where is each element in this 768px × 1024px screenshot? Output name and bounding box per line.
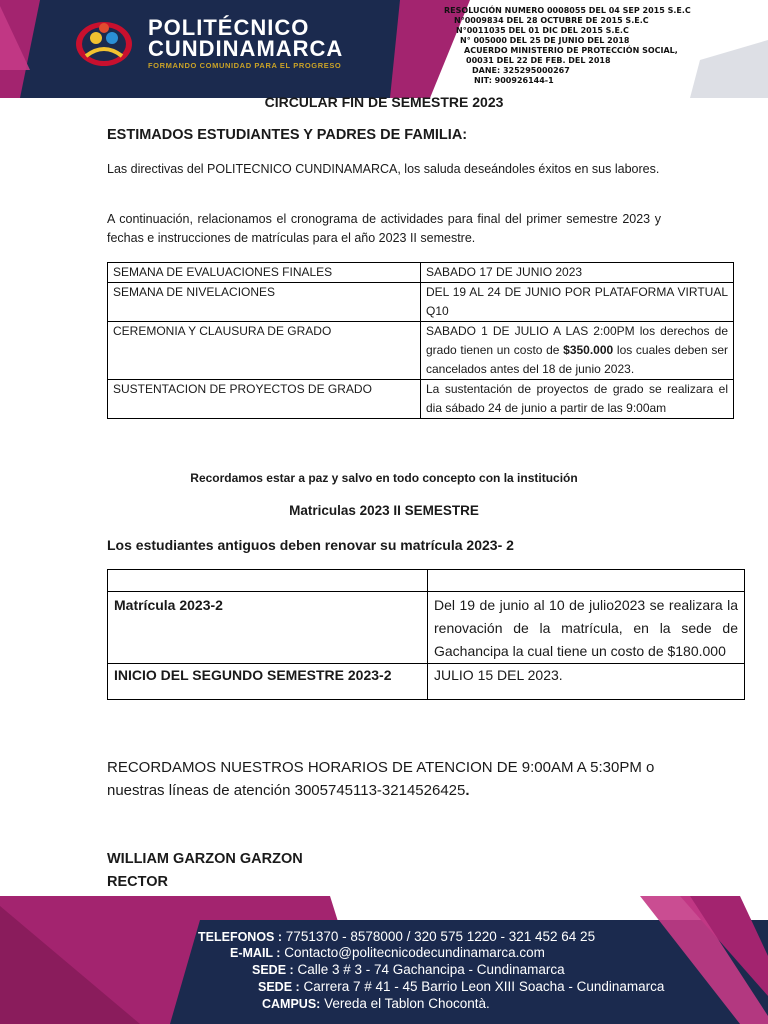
footer-contact xyxy=(0,896,768,1024)
table-row xyxy=(108,664,745,700)
resolution-block xyxy=(440,6,760,86)
schedule-activity: SUSTENTACION DE PROYECTOS DE GRADO xyxy=(108,380,421,419)
phones-label: TELEFONOS : xyxy=(198,930,283,944)
empty-cell xyxy=(108,570,428,592)
brand-line1: POLITÉCNICO xyxy=(148,15,310,40)
signer-role: RECTOR xyxy=(107,874,168,890)
phones-value: 7751370 - 8578000 / 320 575 1220 - 321 452 64 25 xyxy=(285,929,596,944)
schedule-activity: SEMANA DE NIVELACIONES xyxy=(108,283,421,322)
graduation-cost: $350.000 xyxy=(563,343,614,357)
schedule-detail: La sustentación de proyectos de grado se realizara el dia sábado 24 de junio a partir de las 9:00am xyxy=(421,380,734,419)
brand-block xyxy=(148,15,344,70)
page-title: CIRCULAR FIN DE SEMESTRE 2023 xyxy=(264,94,504,110)
resolution-line: NIT: 900926144-1 xyxy=(474,76,554,85)
footer-phones-row xyxy=(198,929,595,944)
office-hours-line1: RECORDAMOS NUESTROS HORARIOS DE ATENCION DE 9:00AM A 5:30PM o xyxy=(107,759,655,776)
enrollment-table xyxy=(107,569,745,700)
email-value: Contacto@politecnicodecundinamarca.com xyxy=(284,945,545,960)
resolution-line: ACUERDO MINISTERIO DE PROTECCIÓN SOCIAL, xyxy=(464,46,678,55)
paragraph-intro: Las directivas del POLITECNICO CUNDINAMARCA, los saluda deseándoles éxitos en sus labores. xyxy=(107,162,660,176)
office-hours-line2 xyxy=(107,779,707,802)
signer-name: WILLIAM GARZON GARZON xyxy=(107,851,303,867)
schedule-table xyxy=(107,262,734,419)
sede2-value: Carrera 7 # 41 - 45 Barrio Leon XIII Soacha - Cundinamarca xyxy=(303,979,665,994)
brand-line2: CUNDINAMARCA xyxy=(148,36,344,61)
detail-text: los cuales deben ser cancelados antes del 18 de junio 2023. xyxy=(426,343,728,376)
table-row xyxy=(108,283,734,322)
sede1-value: Calle 3 # 3 - 74 Gachancipa - Cundinamarca xyxy=(297,962,565,977)
office-hours xyxy=(107,756,707,802)
resolution-line: N°0011035 DEL 01 DIC DEL 2015 S.E.C xyxy=(456,26,629,35)
detail-text: SABADO 1 DE JULIO A LAS 2:00PM los derechos de grado tienen un costo de xyxy=(426,324,728,357)
enrollment-key: INICIO DEL SEGUNDO SEMESTRE 2023-2 xyxy=(108,664,428,700)
matriculas-title: Matriculas 2023 II SEMESTRE xyxy=(289,503,479,518)
resolution-line: RESOLUCIÓN NUMERO 0008055 DEL 04 SEP 2015 S.E.C xyxy=(444,6,691,15)
table-row xyxy=(108,592,745,664)
sede2-label: SEDE : xyxy=(258,980,300,994)
phone-numbers: 3005745113-3214526425 xyxy=(294,782,466,799)
table-row xyxy=(108,263,734,283)
empty-cell xyxy=(428,570,745,592)
email-label: E-MAIL : xyxy=(230,946,281,960)
enrollment-value: JULIO 15 DEL 2023. xyxy=(428,664,745,700)
resolution-line: 00031 DEL 22 DE FEB. DEL 2018 xyxy=(466,56,611,65)
enrollment-value: Del 19 de junio al 10 de julio2023 se realizara la renovación de la matrícula, en la sede de Gachancipa la cual tiene un costo de $180.000 xyxy=(428,592,745,664)
resolution-line: N°0009834 DEL 28 OCTUBRE DE 2015 S.E.C xyxy=(454,16,649,25)
enrollment-key: Matrícula 2023-2 xyxy=(108,592,428,664)
greeting: ESTIMADOS ESTUDIANTES Y PADRES DE FAMILIA: xyxy=(107,127,468,143)
sede1-label: SEDE : xyxy=(252,963,294,977)
campus-label: CAMPUS: xyxy=(262,997,321,1011)
resolution-line: N° 005000 DEL 25 DE JUNIO DEL 2018 xyxy=(460,36,630,45)
table-row xyxy=(108,380,734,419)
brand-slogan: FORMANDO COMUNIDAD PARA EL PROGRESO xyxy=(148,61,342,70)
schedule-activity: CEREMONIA Y CLAUSURA DE GRADO xyxy=(108,322,421,380)
phones-prefix: nuestras líneas de atención xyxy=(107,782,295,799)
schedule-detail xyxy=(421,322,734,380)
table-row-empty xyxy=(108,570,745,592)
phones-suffix: . xyxy=(465,782,470,799)
institution-logo xyxy=(74,16,134,68)
footer-email-row xyxy=(230,945,545,960)
schedule-activity: SEMANA DE EVALUACIONES FINALES xyxy=(108,263,421,283)
paragraph-schedule-intro: A continuación, relacionamos el cronograma de actividades para final del primer semestre 2023 y fechas e instrucciones de matrículas para el año 2023 II semestre. xyxy=(107,212,661,245)
schedule-detail: DEL 19 AL 24 DE JUNIO POR PLATAFORMA VIRTUAL Q10 xyxy=(421,283,734,322)
table-row xyxy=(108,322,734,380)
footer-campus-row xyxy=(262,996,490,1011)
footer-sede2-row xyxy=(258,979,664,994)
signature-block xyxy=(107,848,303,894)
letterhead-header xyxy=(0,0,768,98)
footer-sede1-row xyxy=(252,962,565,977)
matriculas-subtitle: Los estudiantes antiguos deben renovar su matrícula 2023- 2 xyxy=(107,537,514,553)
campus-value: Vereda el Tablon Chocontà. xyxy=(324,996,490,1011)
resolution-line: DANE: 325295000267 xyxy=(472,66,570,75)
reminder-note: Recordamos estar a paz y salvo en todo concepto con la institución xyxy=(190,471,578,485)
letterhead-footer xyxy=(0,896,768,1024)
schedule-detail: SABADO 17 DE JUNIO 2023 xyxy=(421,263,734,283)
